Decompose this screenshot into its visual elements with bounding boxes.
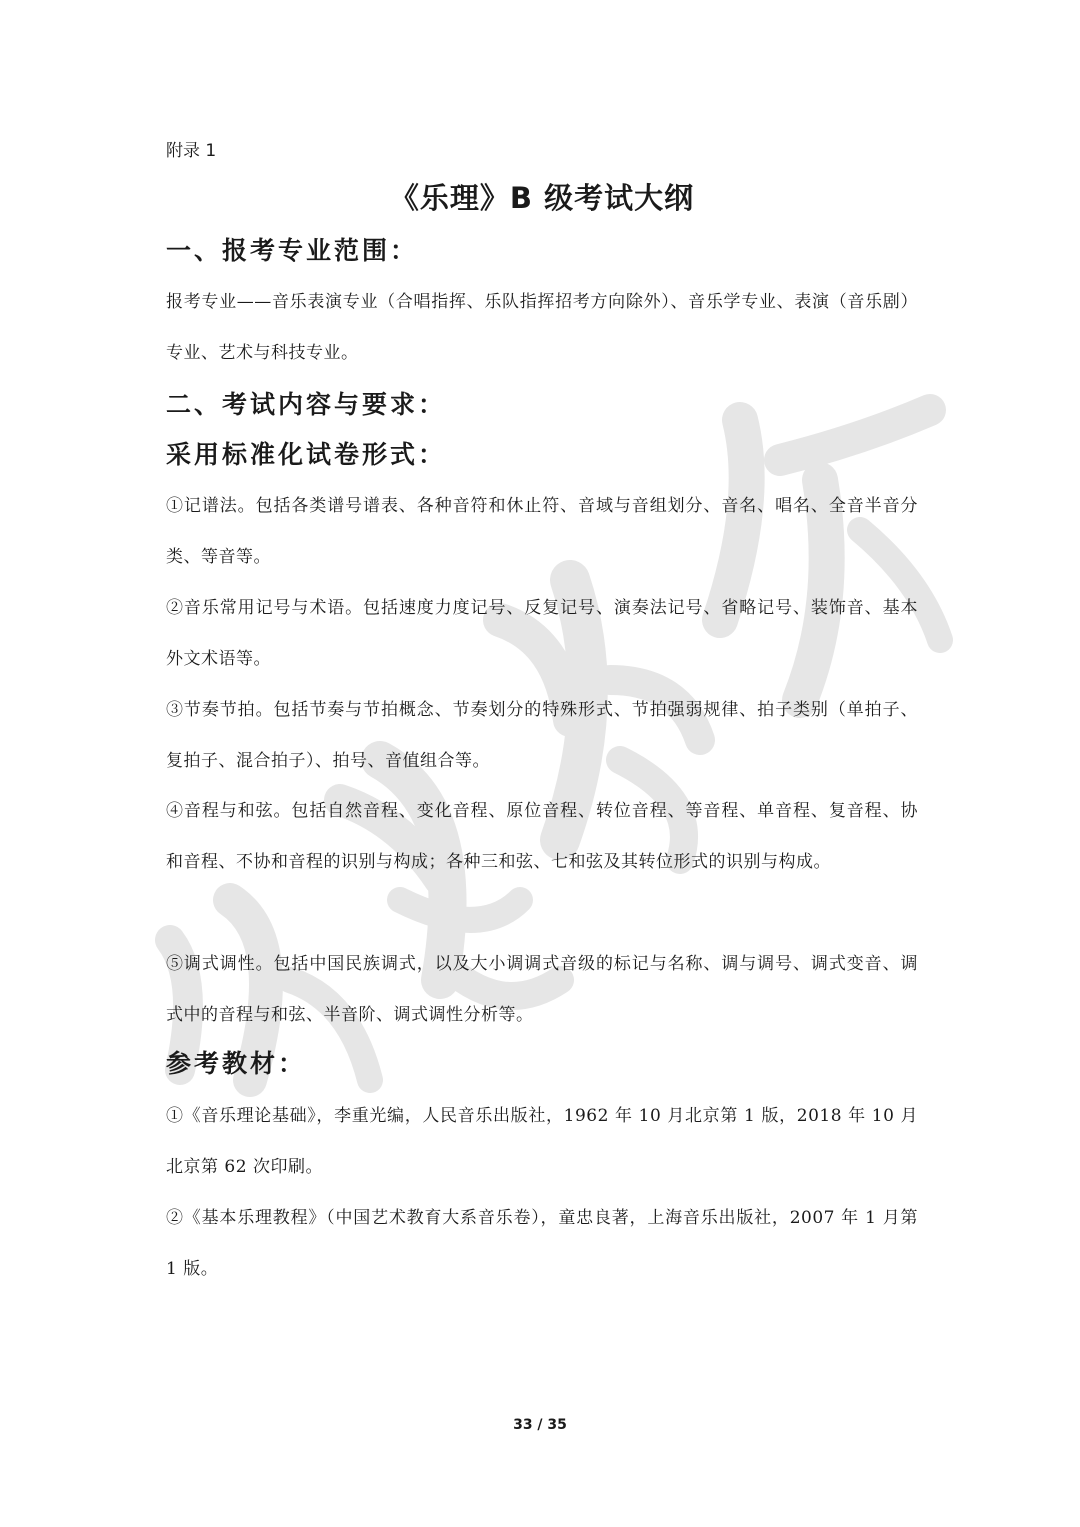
document-title: 《乐理》B 级考试大纲 <box>389 181 695 215</box>
section-heading-scope: 一、报考专业范围： <box>166 236 419 265</box>
section-heading-references: 参考教材： <box>166 1049 307 1078</box>
section-subheading-format: 采用标准化试卷形式： <box>166 440 447 469</box>
paragraph-modes-keys: ⑤调式调性。包括中国民族调式，以及大小调调式音级的标记与名称、调与调号、调式变音、调式中的音程与和弦、半音阶、调式调性分析等。 <box>166 954 918 1025</box>
paragraph-intervals-chords: ④音程与和弦。包括自然音程、变化音程、原位音程、转位音程、等音程、单音程、复音程、协和音程、不协和音程的识别与构成；各种三和弦、七和弦及其转位形式的识别与构成。 <box>166 801 918 872</box>
paragraph-rhythm: ③节奏节拍。包括节奏与节拍概念、节奏划分的特殊形式、节拍强弱规律、拍子类别（单拍子、复拍子、混合拍子）、拍号、音值组合等。 <box>166 700 918 771</box>
section-heading-content: 二、考试内容与要求： <box>166 390 447 419</box>
paragraph-terms: ②音乐常用记号与术语。包括速度力度记号、反复记号、演奏法记号、省略记号、装饰音、基本外文术语等。 <box>166 598 918 669</box>
paragraph-notation: ①记谱法。包括各类谱号谱表、各种音符和休止符、音域与音组划分、音名、唱名、全音半音分类、等音等。 <box>166 496 918 567</box>
paragraph-reference-2: ②《基本乐理教程》（中国艺术教育大系音乐卷），童忠良著，上海音乐出版社，2007 年 1 月第 1 版。 <box>166 1208 918 1279</box>
paragraph-reference-1: ①《音乐理论基础》，李重光编，人民音乐出版社，1962 年 10 月北京第 1 版，2018 年 10 月北京第 62 次印刷。 <box>166 1106 918 1177</box>
paragraph-majors: 报考专业——音乐表演专业（合唱指挥、乐队指挥招考方向除外）、音乐学专业、表演（音乐剧）专业、艺术与科技专业。 <box>166 292 918 363</box>
page-number: 33 / 35 <box>513 1417 567 1433</box>
appendix-label: 附录 1 <box>166 141 217 161</box>
